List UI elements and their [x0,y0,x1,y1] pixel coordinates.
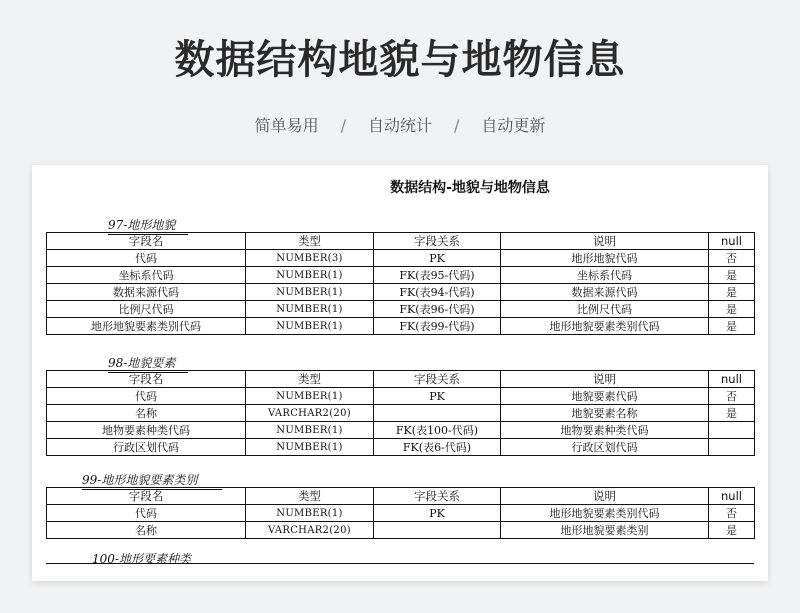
cell-relation: FK(表100-代码) [374,422,501,439]
section-title-97: 97-地形地貌 [108,216,188,235]
cell-null: 是 [709,284,755,301]
cell-desc: 数据来源代码 [501,284,709,301]
cell-type: NUMBER(1) [246,505,374,522]
cell-field: 代码 [47,250,246,267]
col-header-relation: 字段关系 [374,233,501,250]
col-header-desc: 说明 [501,488,709,505]
cell-field: 地形地貌要素类别代码 [47,318,246,335]
table-row [47,439,755,456]
cell-type: NUMBER(1) [246,422,374,439]
cell-null [709,439,755,456]
col-header-type: 类型 [246,371,374,388]
col-header-field: 字段名 [47,233,246,250]
col-header-type: 类型 [246,488,374,505]
cell-type: NUMBER(1) [246,318,374,335]
table-97 [46,232,755,335]
cell-relation: FK(表94-代码) [374,284,501,301]
cell-field: 比例尺代码 [47,301,246,318]
table-row [47,505,755,522]
page-title: 数据结构地貌与地物信息 [174,37,626,83]
cell-relation: FK(表6-代码) [374,439,501,456]
col-header-relation: 字段关系 [374,488,501,505]
col-header-null: null [709,488,755,505]
cell-field: 坐标系代码 [47,267,246,284]
section-title-98: 98-地貌要素 [108,354,188,373]
cell-desc: 比例尺代码 [501,301,709,318]
cell-desc: 地形地貌要素类别代码 [501,505,709,522]
cell-relation: PK [374,250,501,267]
cell-type: NUMBER(1) [246,439,374,456]
table-header-row [47,371,755,388]
cell-desc: 地物要素种类代码 [501,422,709,439]
document-sheet [32,165,768,581]
cell-field: 数据来源代码 [47,284,246,301]
col-header-null: null [709,233,755,250]
cell-type: NUMBER(1) [246,284,374,301]
cell-relation: PK [374,505,501,522]
col-header-desc: 说明 [501,371,709,388]
tagline-easy: 简单易用 [254,116,319,135]
cell-desc: 行政区划代码 [501,439,709,456]
cell-desc: 地貌要素代码 [501,388,709,405]
col-header-desc: 说明 [501,233,709,250]
cell-relation: PK [374,388,501,405]
table-98 [46,370,755,456]
table-row [47,301,755,318]
cell-desc: 地形地貌要素类别 [501,522,709,539]
document-title: 数据结构-地貌与地物信息 [390,180,550,196]
cell-desc: 坐标系代码 [501,267,709,284]
cell-relation: FK(表96-代码) [374,301,501,318]
cell-field: 名称 [47,522,246,539]
col-header-field: 字段名 [47,371,246,388]
tagline-separator: / [340,116,346,135]
table-header-row [47,488,755,505]
tagline-separator: / [454,116,460,135]
cell-desc: 地貌要素名称 [501,405,709,422]
cell-field: 名称 [47,405,246,422]
cell-type: NUMBER(3) [246,250,374,267]
cell-null: 是 [709,267,755,284]
table-row [47,284,755,301]
cell-null: 是 [709,522,755,539]
cell-null: 否 [709,388,755,405]
cell-null: 是 [709,318,755,335]
cell-desc: 地形地貌要素类别代码 [501,318,709,335]
cell-null: 否 [709,505,755,522]
cell-type: NUMBER(1) [246,301,374,318]
table-row [47,267,755,284]
table-row [47,250,755,267]
cell-relation [374,522,501,539]
col-header-relation: 字段关系 [374,371,501,388]
col-header-type: 类型 [246,233,374,250]
table-row [47,318,755,335]
tagline-auto-stats: 自动统计 [367,116,432,135]
table-row [47,422,755,439]
cell-null: 是 [709,301,755,318]
cell-field: 代码 [47,505,246,522]
table-header-row [47,233,755,250]
section-divider [46,563,754,564]
cell-field: 代码 [47,388,246,405]
cell-relation: FK(表95-代码) [374,267,501,284]
cell-relation: FK(表99-代码) [374,318,501,335]
table-row [47,405,755,422]
tagline [0,113,800,136]
table-row [47,522,755,539]
cell-field: 行政区划代码 [47,439,246,456]
cell-type: VARCHAR2(20) [246,405,374,422]
cell-type: NUMBER(1) [246,388,374,405]
section-title-100: 100-地形要素种类 [92,552,191,566]
cell-null: 否 [709,250,755,267]
col-header-null: null [709,371,755,388]
section-title-99: 99-地形地貌要素类别 [82,471,222,490]
col-header-field: 字段名 [47,488,246,505]
cell-field: 地物要素种类代码 [47,422,246,439]
table-row [47,388,755,405]
tagline-auto-update: 自动更新 [481,116,546,135]
cell-null: 是 [709,405,755,422]
table-99 [46,487,755,539]
cell-type: NUMBER(1) [246,267,374,284]
cell-null [709,422,755,439]
cell-type: VARCHAR2(20) [246,522,374,539]
cell-relation [374,405,501,422]
cell-desc: 地形地貌代码 [501,250,709,267]
